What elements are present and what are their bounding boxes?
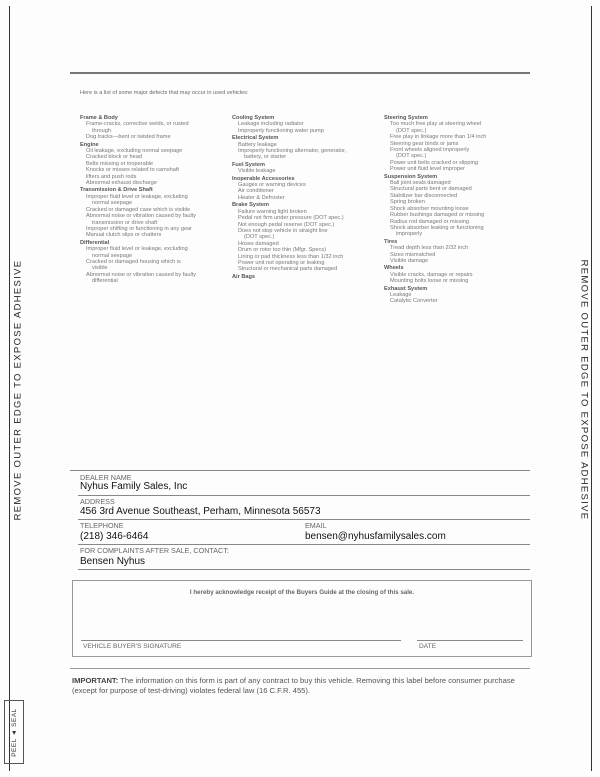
defect-item: Cracked block or head [86,154,142,161]
defect-item: Shock absorber leaking or functioning [390,224,484,231]
important-label: IMPORTANT: [72,676,119,685]
defect-item: Improper fluid level or leakage, excluding [86,246,188,253]
defect-category-heading: Air Bags [232,273,256,280]
address-rule [78,519,530,520]
defect-item: Gauges or warning devices [238,182,306,189]
defect-item: Visible damage [390,257,429,264]
signature-label: VEHICLE BUYER'S SIGNATURE [83,643,182,650]
defect-item: lifters and push rods [86,173,137,180]
left-perforation-line [9,6,10,771]
defect-item: Visible leakage [238,168,276,175]
defect-item: Air conditioner [238,188,274,195]
defect-category-heading: Transmission & Drive Shaft [80,187,153,194]
defect-item: (DOT spec.) [396,127,427,134]
defect-item: Improper shifting or functioning in any gear [86,225,193,232]
defect-item: Belts missing or inoperable [86,160,154,167]
defect-category-heading: Electrical System [232,135,279,142]
defect-item: Catalytic Converter [390,298,438,305]
defect-item: improperly [396,231,423,238]
defect-item: Free play in linkage more than 1/4 inch [390,134,487,141]
left-adhesive-instruction: REMOVE OUTER EDGE TO EXPOSE ADHESIVE [12,259,24,521]
defect-category-heading: Exhaust System [384,285,428,292]
defect-item: Sizes mismatched [390,251,436,258]
defect-item: Rubber bushings damaged or missing [390,212,485,219]
defect-item: Structural parts bent or damaged [390,186,472,193]
defect-item: Structural or mechanical parts damaged [238,266,338,273]
defect-category-heading: Frame & Body [80,115,118,121]
defect-item: visible [92,265,108,272]
peel-seal-tab[interactable] [4,700,24,764]
defect-item: Leakage including radiator [238,121,304,128]
right-adhesive-instruction: REMOVE OUTER EDGE TO EXPOSE ADHESIVE [578,259,590,521]
defect-category-heading: Fuel System [232,161,265,168]
defect-item: Shock absorber mounting loose [390,205,469,212]
defect-item: Drum or rotor too thin (Mfgr. Specs) [238,247,326,254]
defect-item: Not enough pedal reserve (DOT spec.) [238,221,335,228]
important-text: The information on this form is part of any contract to buy this vehicle. Removing this label before consumer purchase (except for purpose of test-driving) violates federal law (16 C.F.R. 455). [72,676,515,696]
defect-item: Dog tracks—bent or twisted frame [86,134,171,141]
defects-column-3 [384,114,534,305]
defect-item: Leakage [390,291,412,298]
defect-item: Mounting bolts loose or missing [390,278,469,285]
defect-item: Abnormal exhaust discharge [86,180,157,187]
address-value: 456 3rd Avenue Southeast, Perham, Minnesota 56573 [80,506,321,517]
defect-item: differential [92,278,118,285]
dealer-name-value: Nyhus Family Sales, Inc [80,481,188,492]
defect-item: Front wheels aligned improperly [390,147,470,154]
dealer-name-label: DEALER NAME [80,473,132,482]
telephone-label: TELEPHONE [80,521,124,530]
contact-rule [78,569,530,570]
dealer-name-rule [78,495,530,496]
defect-item: Power unit fluid level improper [390,166,465,173]
defect-item: Abnormal noise or vibration caused by faulty [86,213,197,220]
defect-item: (DOT spec.) [396,153,427,160]
email-label: EMAIL [305,521,327,530]
defect-item: Improperly functioning water pump [238,127,324,134]
contact-info-rule [78,544,530,545]
defect-category-heading: Differential [80,239,110,246]
defect-category-heading: Steering System [384,115,428,121]
defects-intro: Here is a list of some major defects that may occur in used vehicles: [80,90,249,96]
defect-item: (DOT spec.) [244,234,275,241]
right-perforation-line [591,6,592,771]
defect-item: normal seepage [92,252,133,259]
complaints-contact-value: Bensen Nyhus [80,556,146,567]
defect-item: Improper fluid level or leakage, excluding [86,193,188,200]
defect-item: Ball joint seals damaged [390,180,451,187]
important-divider [70,668,530,669]
defects-column-2 [232,114,384,280]
defect-item: Knocks or misses related to camshaft [86,167,179,174]
acknowledgement-box [72,580,532,657]
defect-category-heading: Engine [80,141,99,148]
defect-item: Spring broken [390,199,425,206]
defect-item: Stabilizer bar disconnected [390,192,458,199]
defect-item: Does not stop vehicle in straight line [238,227,328,234]
defect-category-heading: Tires [384,238,398,245]
defect-category-heading: Suspension System [384,173,438,180]
date-label: DATE [419,643,437,650]
defect-item: transmission or drive shaft [92,219,158,226]
defect-item: Manual clutch slips or chatters [86,232,162,239]
defect-item: Hoses damaged [238,240,279,247]
defect-item: battery, or starter [244,154,287,161]
defect-item: Heater & Defroster [238,194,285,201]
defect-category-heading: Wheels [384,265,404,272]
defect-item: Oil leakage, excluding normal seepage [86,148,183,155]
defect-item: Failure warning light broken [238,208,307,215]
telephone-value: (218) 346-6464 [80,531,149,542]
defect-item: Power unit not operating or leaking [238,259,325,266]
signature-line[interactable] [81,640,401,641]
defect-item: Radius rod damaged or missing [390,218,469,225]
defect-item: Steering gear binds or jams [390,140,459,147]
defect-item: Battery leakage [238,141,277,148]
defect-category-heading: Inoperable Accessories [232,175,295,182]
important-notice [72,676,532,697]
defect-item: Improperly functioning alternator, generator, [238,148,347,155]
defects-column-1 [80,114,230,285]
defect-item: Tread depth less than 2/32 inch [390,245,469,252]
top-divider [70,72,530,74]
defect-item: Lining or pad thickness less than 1/32 inch [238,253,344,260]
defect-category-heading: Brake System [232,202,270,209]
dealer-section-top-rule [70,470,530,471]
complaints-contact-label: FOR COMPLAINTS AFTER SALE, CONTACT: [80,546,229,555]
email-value: bensen@nyhusfamilysales.com [305,531,446,542]
defect-item: Cracked or damaged housing which is [86,258,181,265]
defect-item: Too much free play at steering wheel [390,121,482,128]
defect-item: Visible cracks, damage or repairs [390,271,473,278]
defect-item: Power unit belts cracked or slipping [390,159,478,166]
defect-item: through [92,127,111,134]
defect-item: Pedal not firm under pressure (DOT spec.) [238,215,344,222]
defect-item: Cracked or damaged case which is visible [86,206,191,213]
defect-item: Abnormal noise or vibration caused by faulty [86,271,197,278]
peel-seal-label: PEEL ◄ SEAL [10,707,18,757]
defect-item: Frame-cracks, corrective welds, or rusted [86,121,189,128]
defect-category-heading: Cooling System [232,115,275,121]
date-line[interactable] [417,640,523,641]
acknowledgement-text: I hereby acknowledge receipt of the Buyers Guide at the closing of this sale. [189,589,415,596]
defect-item: normal seepage [92,200,133,207]
address-label: ADDRESS [80,497,115,506]
